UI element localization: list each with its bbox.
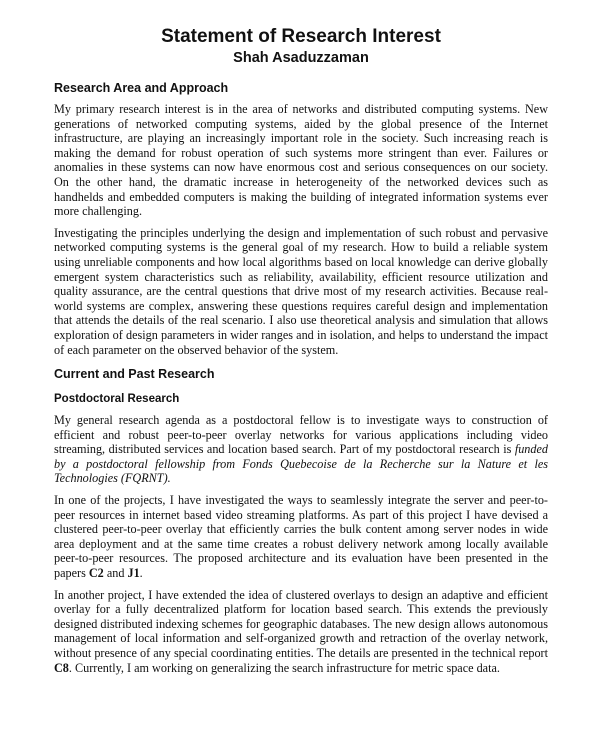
paper-ref-c2: C2	[88, 566, 104, 581]
paragraph-postdoc-1	[54, 413, 548, 486]
paragraph-postdoc-2-text: In one of the projects, I have investigated the ways to seamlessly integrate the server and peer-to-peer resources in internet based video streaming platforms. As part of this project I have devised a clustered peer-to-peer overlay that efficiently carries the bulk content among server nodes in wide area deployment and at the same time creates a robust delivery network among locally available peer-to-peer resources. The proposed architecture and its evaluation have been presented in the papers	[54, 493, 548, 581]
section-heading-research-area: Research Area and Approach	[54, 81, 229, 95]
report-ref-c8: C8	[54, 660, 69, 675]
paragraph-postdoc-3-end: . Currently, I am working on generalizing the search infrastructure for metric space data.	[68, 660, 500, 675]
paragraph-postdoc-2-and: and	[103, 566, 128, 581]
document-author: Shah Asaduzzaman	[233, 50, 369, 66]
paper-ref-j1: J1	[127, 566, 140, 581]
paragraph-postdoc-3	[54, 588, 548, 676]
section-heading-current-past: Current and Past Research	[54, 367, 215, 382]
paragraph-postdoc-1-text: My general research agenda as a postdoctoral fellow is to investigate ways to construction of efficient and robust peer-to-peer overlay networks for various applications including video streaming, distributed services and location based search. Part of my postdoctoral research is	[54, 413, 548, 457]
paragraph-postdoc-2	[54, 493, 548, 581]
subsection-heading-postdoc: Postdoctoral Research	[54, 393, 180, 406]
funding-note: funded by a postdoctoral fellowship from Fonds Quebecoise de la Recherche sur la Nature et les Technologies (FQRNT).	[54, 442, 548, 486]
document-title: Statement of Research Interest	[161, 26, 441, 47]
paragraph-postdoc-2-end: .	[139, 566, 143, 581]
paragraph-postdoc-3-text: In another project, I have extended the idea of clustered overlays to design an adaptive and efficient overlay for a fully decentralized platform for location based search. This extends the previously designed distributed indexing schemes for geographic databases. The new design allows autonomous management of local information and self-organized growth and retraction of the overlay network, without presence of any special coordinating entities. The details are presented in the technical report	[54, 587, 548, 660]
paragraph-research-area-2: Investigating the principles underlying the design and implementation of such robust and pervasive networked computing systems is the general goal of my research. How to build a reliable system using unreliable components and how local algorithms based on local knowledge can derive globally emergent system characteristics such as reliability, availability, efficient resource utilization and quality assurance, are the central questions that drive most of my research activities. Because real-world systems are complex, answering these questions requires careful design and implementation that attends the details of the real scenario. I also use theoretical analysis and simulation that allows exploration of design parameters in wider ranges and in isolation, and helps to understand the impact of each parameter on the observed behavior of the system.	[54, 225, 548, 357]
paragraph-research-area-1: My primary research interest is in the area of networks and distributed computing systems. New generations of networked computing systems, aided by the global presence of the Internet infrastructure, are playing an increasingly important role in the society. Such increasing reach is making the demand for robust operation of such systems more stringent than ever. Failures or anomalies in these systems can now have enormous cost and serious consequences on our society. On the other hand, the dramatic increase in heterogeneity of the networked devices such as handhelds and embedded computers is making the building of integrated information systems ever more challenging.	[54, 102, 548, 219]
